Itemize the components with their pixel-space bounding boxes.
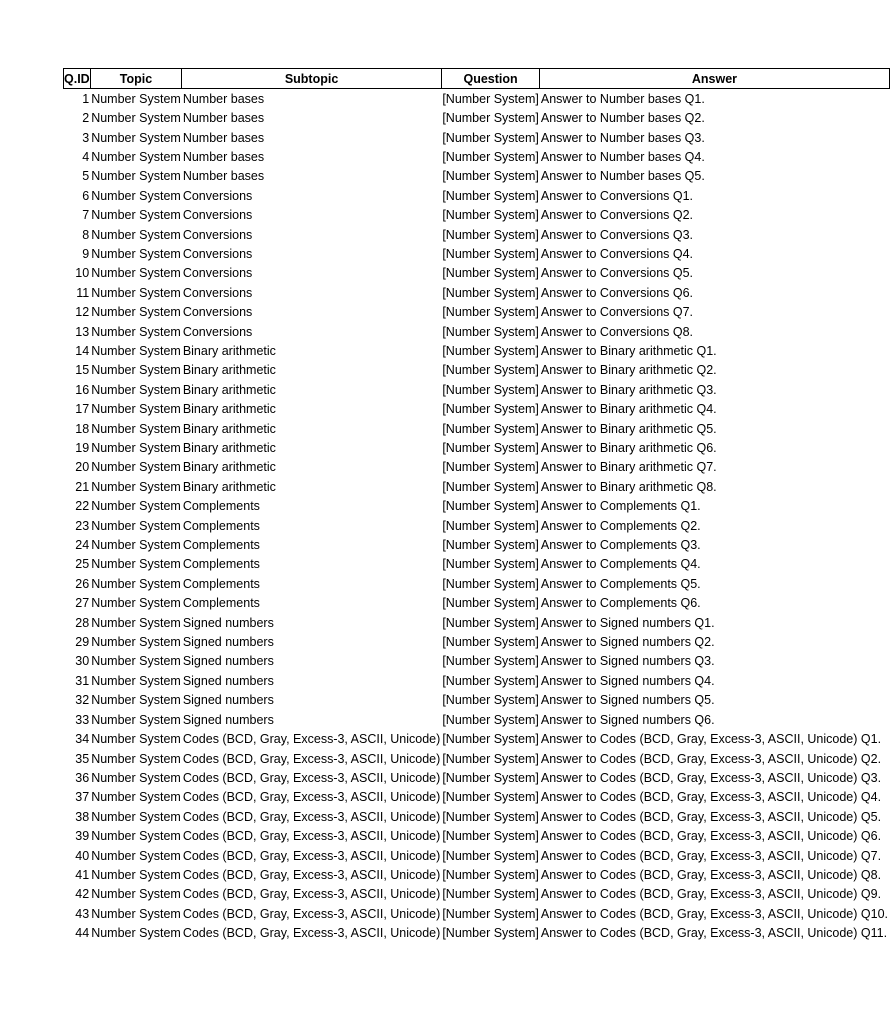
table-row [64,225,890,244]
header-topic: Topic [90,69,182,89]
cell-topic[interactable]: Number System [91,673,181,688]
table-row [64,419,890,438]
cell-answer[interactable]: Answer to Number bases Q4. [540,149,705,164]
cell-qid[interactable]: 33 [75,712,90,727]
cell-topic[interactable]: Number System [91,460,181,475]
cell-qid[interactable]: 13 [75,324,90,339]
cell-answer[interactable]: Answer to Conversions Q1. [540,188,694,203]
cell-answer[interactable]: Answer to Binary arithmetic Q5. [540,421,717,436]
cell-qid[interactable]: 29 [75,635,90,650]
table-row [64,147,890,166]
cell-topic[interactable]: Number System [91,926,181,941]
cell-qid[interactable]: 18 [75,421,90,436]
cell-qid[interactable]: 41 [75,867,90,882]
cell-answer[interactable]: Answer to Conversions Q8. [540,324,694,339]
table-row [64,322,890,341]
cell-topic[interactable]: Number System [91,382,181,397]
table-row [64,594,890,613]
table-row [64,264,890,283]
cell-qid[interactable]: 10 [75,266,90,281]
cell-answer[interactable]: Answer to Number bases Q5. [540,169,705,184]
cell-subtopic[interactable]: Signed numbers [182,693,274,708]
cell-question[interactable]: [Number System] [442,829,539,844]
cell-subtopic[interactable]: Binary arithmetic [182,421,276,436]
cell-question[interactable]: [Number System] [442,693,539,708]
cell-qid[interactable]: 7 [82,208,90,223]
cell-topic[interactable]: Number System [91,770,181,785]
cell-qid[interactable]: 37 [75,790,90,805]
table-row [64,710,890,729]
table-row [64,167,890,186]
cell-topic[interactable]: Number System [91,596,181,611]
table-row [64,788,890,807]
cell-question[interactable]: [Number System] [442,479,539,494]
header-answer: Answer [540,69,889,89]
table-row [64,205,890,224]
cell-answer[interactable]: Answer to Number bases Q2. [540,111,705,126]
cell-topic[interactable]: Number System [91,266,181,281]
table-row [64,244,890,263]
cell-subtopic[interactable]: Codes (BCD, Gray, Excess-3, ASCII, Unicode) [182,926,441,941]
table-row [64,555,890,574]
cell-answer[interactable]: Answer to Codes (BCD, Gray, Excess-3, ASCII, Unicode) Q8. [540,867,882,882]
cell-answer[interactable]: Answer to Signed numbers Q3. [540,654,715,669]
cell-qid[interactable]: 22 [75,499,90,514]
cell-topic[interactable]: Number System [91,285,181,300]
cell-qid[interactable]: 6 [82,188,90,203]
cell-answer[interactable]: Answer to Signed numbers Q2. [540,635,715,650]
header-question: Question [441,69,540,89]
cell-question[interactable]: [Number System] [442,906,539,921]
table-body [64,89,890,943]
cell-qid[interactable]: 35 [75,751,90,766]
cell-question[interactable]: [Number System] [442,499,539,514]
cell-qid[interactable]: 24 [75,538,90,553]
table-row [64,89,890,109]
cell-answer[interactable]: Answer to Conversions Q7. [540,305,694,320]
cell-topic[interactable]: Number System [91,479,181,494]
cell-qid[interactable]: 28 [75,615,90,630]
cell-question[interactable]: [Number System] [442,421,539,436]
cell-subtopic[interactable]: Signed numbers [182,635,274,650]
cell-question[interactable]: [Number System] [442,111,539,126]
table-row [64,497,890,516]
cell-qid[interactable]: 2 [82,111,90,126]
cell-topic[interactable]: Number System [91,188,181,203]
cell-qid[interactable]: 34 [75,732,90,747]
cell-question[interactable]: [Number System] [442,770,539,785]
cell-answer[interactable]: Answer to Codes (BCD, Gray, Excess-3, ASCII, Unicode) Q5. [540,809,882,824]
cell-subtopic[interactable]: Codes (BCD, Gray, Excess-3, ASCII, Unicode) [182,751,441,766]
cell-answer[interactable]: Answer to Binary arithmetic Q2. [540,363,717,378]
cell-topic[interactable]: Number System [91,130,181,145]
cell-subtopic[interactable]: Number bases [182,169,265,184]
table-row [64,885,890,904]
cell-answer[interactable]: Answer to Complements Q4. [540,557,701,572]
cell-answer[interactable]: Answer to Conversions Q6. [540,285,694,300]
cell-question[interactable]: [Number System] [442,538,539,553]
cell-answer[interactable]: Answer to Binary arithmetic Q4. [540,402,717,417]
cell-question[interactable]: [Number System] [442,343,539,358]
table-row [64,749,890,768]
cell-subtopic[interactable]: Conversions [182,227,253,242]
cell-qid[interactable]: 19 [75,441,90,456]
cell-answer[interactable]: Answer to Binary arithmetic Q3. [540,382,717,397]
cell-question[interactable]: [Number System] [442,712,539,727]
cell-qid[interactable]: 20 [75,460,90,475]
cell-topic[interactable]: Number System [91,809,181,824]
spreadsheet-page [63,68,890,943]
table-row [64,865,890,884]
cell-answer[interactable]: Answer to Conversions Q2. [540,208,694,223]
cell-question[interactable]: [Number System] [442,246,539,261]
table-row [64,671,890,690]
cell-answer[interactable]: Answer to Codes (BCD, Gray, Excess-3, ASCII, Unicode) Q9. [540,887,882,902]
cell-subtopic[interactable]: Complements [182,538,260,553]
cell-answer[interactable]: Answer to Conversions Q3. [540,227,694,242]
table-row [64,283,890,302]
cell-question[interactable]: [Number System] [442,149,539,164]
table-row [64,516,890,535]
cell-subtopic[interactable]: Codes (BCD, Gray, Excess-3, ASCII, Unicode) [182,732,441,747]
table-row [64,652,890,671]
table-row [64,826,890,845]
cell-subtopic[interactable]: Signed numbers [182,615,274,630]
cell-subtopic[interactable]: Number bases [182,111,265,126]
cell-question[interactable]: [Number System] [442,557,539,572]
cell-topic[interactable]: Number System [91,693,181,708]
cell-qid[interactable]: 42 [75,887,90,902]
cell-question[interactable]: [Number System] [442,91,539,106]
table-row [64,341,890,360]
cell-answer[interactable]: Answer to Number bases Q1. [540,91,705,106]
cell-question[interactable]: [Number System] [442,732,539,747]
table-row [64,302,890,321]
cell-qid[interactable]: 23 [75,518,90,533]
cell-qid[interactable]: 31 [75,673,90,688]
cell-question[interactable]: [Number System] [442,363,539,378]
cell-topic[interactable]: Number System [91,557,181,572]
cell-topic[interactable]: Number System [91,732,181,747]
cell-qid[interactable]: 5 [82,169,90,184]
table-row [64,108,890,127]
cell-subtopic[interactable]: Codes (BCD, Gray, Excess-3, ASCII, Unicode) [182,829,441,844]
cell-qid[interactable]: 36 [75,770,90,785]
cell-answer[interactable]: Answer to Number bases Q3. [540,130,705,145]
cell-topic[interactable]: Number System [91,829,181,844]
cell-topic[interactable]: Number System [91,246,181,261]
table-row [64,380,890,399]
cell-topic[interactable]: Number System [91,906,181,921]
cell-qid[interactable]: 38 [75,809,90,824]
table-row [64,691,890,710]
table-row [64,613,890,632]
cell-answer[interactable]: Answer to Complements Q3. [540,538,701,553]
cell-question[interactable]: [Number System] [442,130,539,145]
cell-answer[interactable]: Answer to Binary arithmetic Q6. [540,441,717,456]
cell-subtopic[interactable]: Conversions [182,246,253,261]
cell-question[interactable]: [Number System] [442,518,539,533]
cell-question[interactable]: [Number System] [442,576,539,591]
cell-subtopic[interactable]: Conversions [182,208,253,223]
cell-question[interactable]: [Number System] [442,615,539,630]
cell-qid[interactable]: 30 [75,654,90,669]
cell-topic[interactable]: Number System [91,91,181,106]
cell-subtopic[interactable]: Codes (BCD, Gray, Excess-3, ASCII, Unicode) [182,790,441,805]
cell-qid[interactable]: 43 [75,906,90,921]
cell-question[interactable]: [Number System] [442,324,539,339]
cell-answer[interactable]: Answer to Codes (BCD, Gray, Excess-3, ASCII, Unicode) Q2. [540,751,882,766]
cell-qid[interactable]: 3 [82,130,90,145]
cell-subtopic[interactable]: Codes (BCD, Gray, Excess-3, ASCII, Unicode) [182,848,441,863]
cell-question[interactable]: [Number System] [442,305,539,320]
cell-qid[interactable]: 12 [75,305,90,320]
questions-table [63,68,890,943]
cell-subtopic[interactable]: Codes (BCD, Gray, Excess-3, ASCII, Unicode) [182,809,441,824]
cell-topic[interactable]: Number System [91,518,181,533]
cell-answer[interactable]: Answer to Codes (BCD, Gray, Excess-3, ASCII, Unicode) Q7. [540,848,882,863]
cell-qid[interactable]: 16 [75,382,90,397]
cell-answer[interactable]: Answer to Conversions Q5. [540,266,694,281]
cell-qid[interactable]: 1 [82,91,90,106]
cell-topic[interactable]: Number System [91,402,181,417]
cell-qid[interactable]: 27 [75,596,90,611]
cell-topic[interactable]: Number System [91,887,181,902]
cell-topic[interactable]: Number System [91,615,181,630]
cell-answer[interactable]: Answer to Signed numbers Q6. [540,712,715,727]
cell-question[interactable]: [Number System] [442,848,539,863]
cell-subtopic[interactable]: Binary arithmetic [182,382,276,397]
cell-topic[interactable]: Number System [91,227,181,242]
cell-subtopic[interactable]: Codes (BCD, Gray, Excess-3, ASCII, Unicode) [182,770,441,785]
cell-subtopic[interactable]: Conversions [182,305,253,320]
cell-answer[interactable]: Answer to Binary arithmetic Q8. [540,479,717,494]
header-row [64,69,890,89]
cell-answer[interactable]: Answer to Codes (BCD, Gray, Excess-3, ASCII, Unicode) Q4. [540,790,882,805]
cell-topic[interactable]: Number System [91,363,181,378]
table-row [64,923,890,942]
cell-qid[interactable]: 15 [75,363,90,378]
cell-topic[interactable]: Number System [91,576,181,591]
cell-subtopic[interactable]: Codes (BCD, Gray, Excess-3, ASCII, Unicode) [182,867,441,882]
table-row [64,768,890,787]
cell-answer[interactable]: Answer to Complements Q1. [540,499,701,514]
cell-question[interactable]: [Number System] [442,790,539,805]
cell-subtopic[interactable]: Signed numbers [182,654,274,669]
cell-subtopic[interactable]: Conversions [182,324,253,339]
cell-qid[interactable]: 26 [75,576,90,591]
table-row [64,477,890,496]
cell-question[interactable]: [Number System] [442,285,539,300]
cell-subtopic[interactable]: Binary arithmetic [182,343,276,358]
cell-answer[interactable]: Answer to Codes (BCD, Gray, Excess-3, ASCII, Unicode) Q6. [540,829,882,844]
cell-subtopic[interactable]: Binary arithmetic [182,460,276,475]
cell-subtopic[interactable]: Binary arithmetic [182,363,276,378]
cell-answer[interactable]: Answer to Complements Q5. [540,576,701,591]
cell-subtopic[interactable]: Complements [182,499,260,514]
cell-subtopic[interactable]: Conversions [182,285,253,300]
cell-subtopic[interactable]: Conversions [182,188,253,203]
cell-qid[interactable]: 39 [75,829,90,844]
cell-question[interactable]: [Number System] [442,208,539,223]
cell-subtopic[interactable]: Binary arithmetic [182,402,276,417]
cell-qid[interactable]: 25 [75,557,90,572]
cell-topic[interactable]: Number System [91,169,181,184]
cell-topic[interactable]: Number System [91,305,181,320]
cell-question[interactable]: [Number System] [442,751,539,766]
cell-qid[interactable]: 44 [75,926,90,941]
table-row [64,438,890,457]
cell-topic[interactable]: Number System [91,149,181,164]
cell-answer[interactable]: Answer to Signed numbers Q5. [540,693,715,708]
cell-topic[interactable]: Number System [91,208,181,223]
table-row [64,807,890,826]
cell-question[interactable]: [Number System] [442,382,539,397]
table-header [64,69,890,89]
cell-topic[interactable]: Number System [91,712,181,727]
cell-question[interactable]: [Number System] [442,441,539,456]
cell-topic[interactable]: Number System [91,111,181,126]
cell-topic[interactable]: Number System [91,635,181,650]
cell-subtopic[interactable]: Codes (BCD, Gray, Excess-3, ASCII, Unicode) [182,906,441,921]
cell-question[interactable]: [Number System] [442,169,539,184]
table-row [64,535,890,554]
cell-answer[interactable]: Answer to Codes (BCD, Gray, Excess-3, ASCII, Unicode) Q11. [540,926,888,941]
cell-answer[interactable]: Answer to Codes (BCD, Gray, Excess-3, ASCII, Unicode) Q1. [540,732,882,747]
cell-question[interactable]: [Number System] [442,227,539,242]
cell-topic[interactable]: Number System [91,867,181,882]
cell-topic[interactable]: Number System [91,848,181,863]
cell-answer[interactable]: Answer to Binary arithmetic Q1. [540,343,717,358]
cell-qid[interactable]: 32 [75,693,90,708]
cell-answer[interactable]: Answer to Complements Q2. [540,518,701,533]
cell-qid[interactable]: 17 [75,402,90,417]
cell-answer[interactable]: Answer to Binary arithmetic Q7. [540,460,717,475]
table-row [64,186,890,205]
table-row [64,458,890,477]
table-row [64,846,890,865]
table-row [64,729,890,748]
cell-qid[interactable]: 9 [82,246,90,261]
cell-answer[interactable]: Answer to Signed numbers Q4. [540,673,715,688]
cell-answer[interactable]: Answer to Codes (BCD, Gray, Excess-3, ASCII, Unicode) Q3. [540,770,882,785]
table-row [64,632,890,651]
cell-question[interactable]: [Number System] [442,596,539,611]
cell-subtopic[interactable]: Complements [182,518,260,533]
table-row [64,128,890,147]
cell-subtopic[interactable]: Binary arithmetic [182,479,276,494]
cell-qid[interactable]: 11 [76,285,90,300]
cell-qid[interactable]: 40 [75,848,90,863]
cell-subtopic[interactable]: Complements [182,596,260,611]
cell-qid[interactable]: 14 [75,343,90,358]
cell-subtopic[interactable]: Signed numbers [182,673,274,688]
cell-topic[interactable]: Number System [91,499,181,514]
table-row [64,574,890,593]
cell-subtopic[interactable]: Binary arithmetic [182,441,276,456]
header-subtopic: Subtopic [182,69,442,89]
cell-question[interactable]: [Number System] [442,654,539,669]
cell-question[interactable]: [Number System] [442,460,539,475]
cell-topic[interactable]: Number System [91,654,181,669]
cell-answer[interactable]: Answer to Conversions Q4. [540,246,694,261]
cell-subtopic[interactable]: Signed numbers [182,712,274,727]
cell-topic[interactable]: Number System [91,751,181,766]
cell-topic[interactable]: Number System [91,441,181,456]
cell-topic[interactable]: Number System [91,421,181,436]
cell-subtopic[interactable]: Codes (BCD, Gray, Excess-3, ASCII, Unicode) [182,887,441,902]
cell-answer[interactable]: Answer to Codes (BCD, Gray, Excess-3, ASCII, Unicode) Q10. [540,906,888,921]
cell-topic[interactable]: Number System [91,343,181,358]
cell-topic[interactable]: Number System [91,538,181,553]
cell-question[interactable]: [Number System] [442,887,539,902]
cell-answer[interactable]: Answer to Signed numbers Q1. [540,615,715,630]
cell-subtopic[interactable]: Number bases [182,149,265,164]
table-row [64,904,890,923]
cell-subtopic[interactable]: Complements [182,557,260,572]
cell-question[interactable]: [Number System] [442,673,539,688]
cell-question[interactable]: [Number System] [442,402,539,417]
cell-question[interactable]: [Number System] [442,867,539,882]
cell-qid[interactable]: 8 [82,227,90,242]
cell-question[interactable]: [Number System] [442,926,539,941]
cell-qid[interactable]: 4 [82,149,90,164]
cell-topic[interactable]: Number System [91,324,181,339]
table-row [64,361,890,380]
cell-subtopic[interactable]: Conversions [182,266,253,281]
cell-answer[interactable]: Answer to Complements Q6. [540,596,701,611]
table-row [64,400,890,419]
cell-qid[interactable]: 21 [75,479,90,494]
cell-subtopic[interactable]: Number bases [182,130,265,145]
cell-question[interactable]: [Number System] [442,809,539,824]
cell-subtopic[interactable]: Number bases [182,91,265,106]
cell-topic[interactable]: Number System [91,790,181,805]
cell-question[interactable]: [Number System] [442,635,539,650]
header-qid: Q.ID [64,69,91,89]
cell-question[interactable]: [Number System] [442,188,539,203]
cell-question[interactable]: [Number System] [442,266,539,281]
cell-subtopic[interactable]: Complements [182,576,260,591]
